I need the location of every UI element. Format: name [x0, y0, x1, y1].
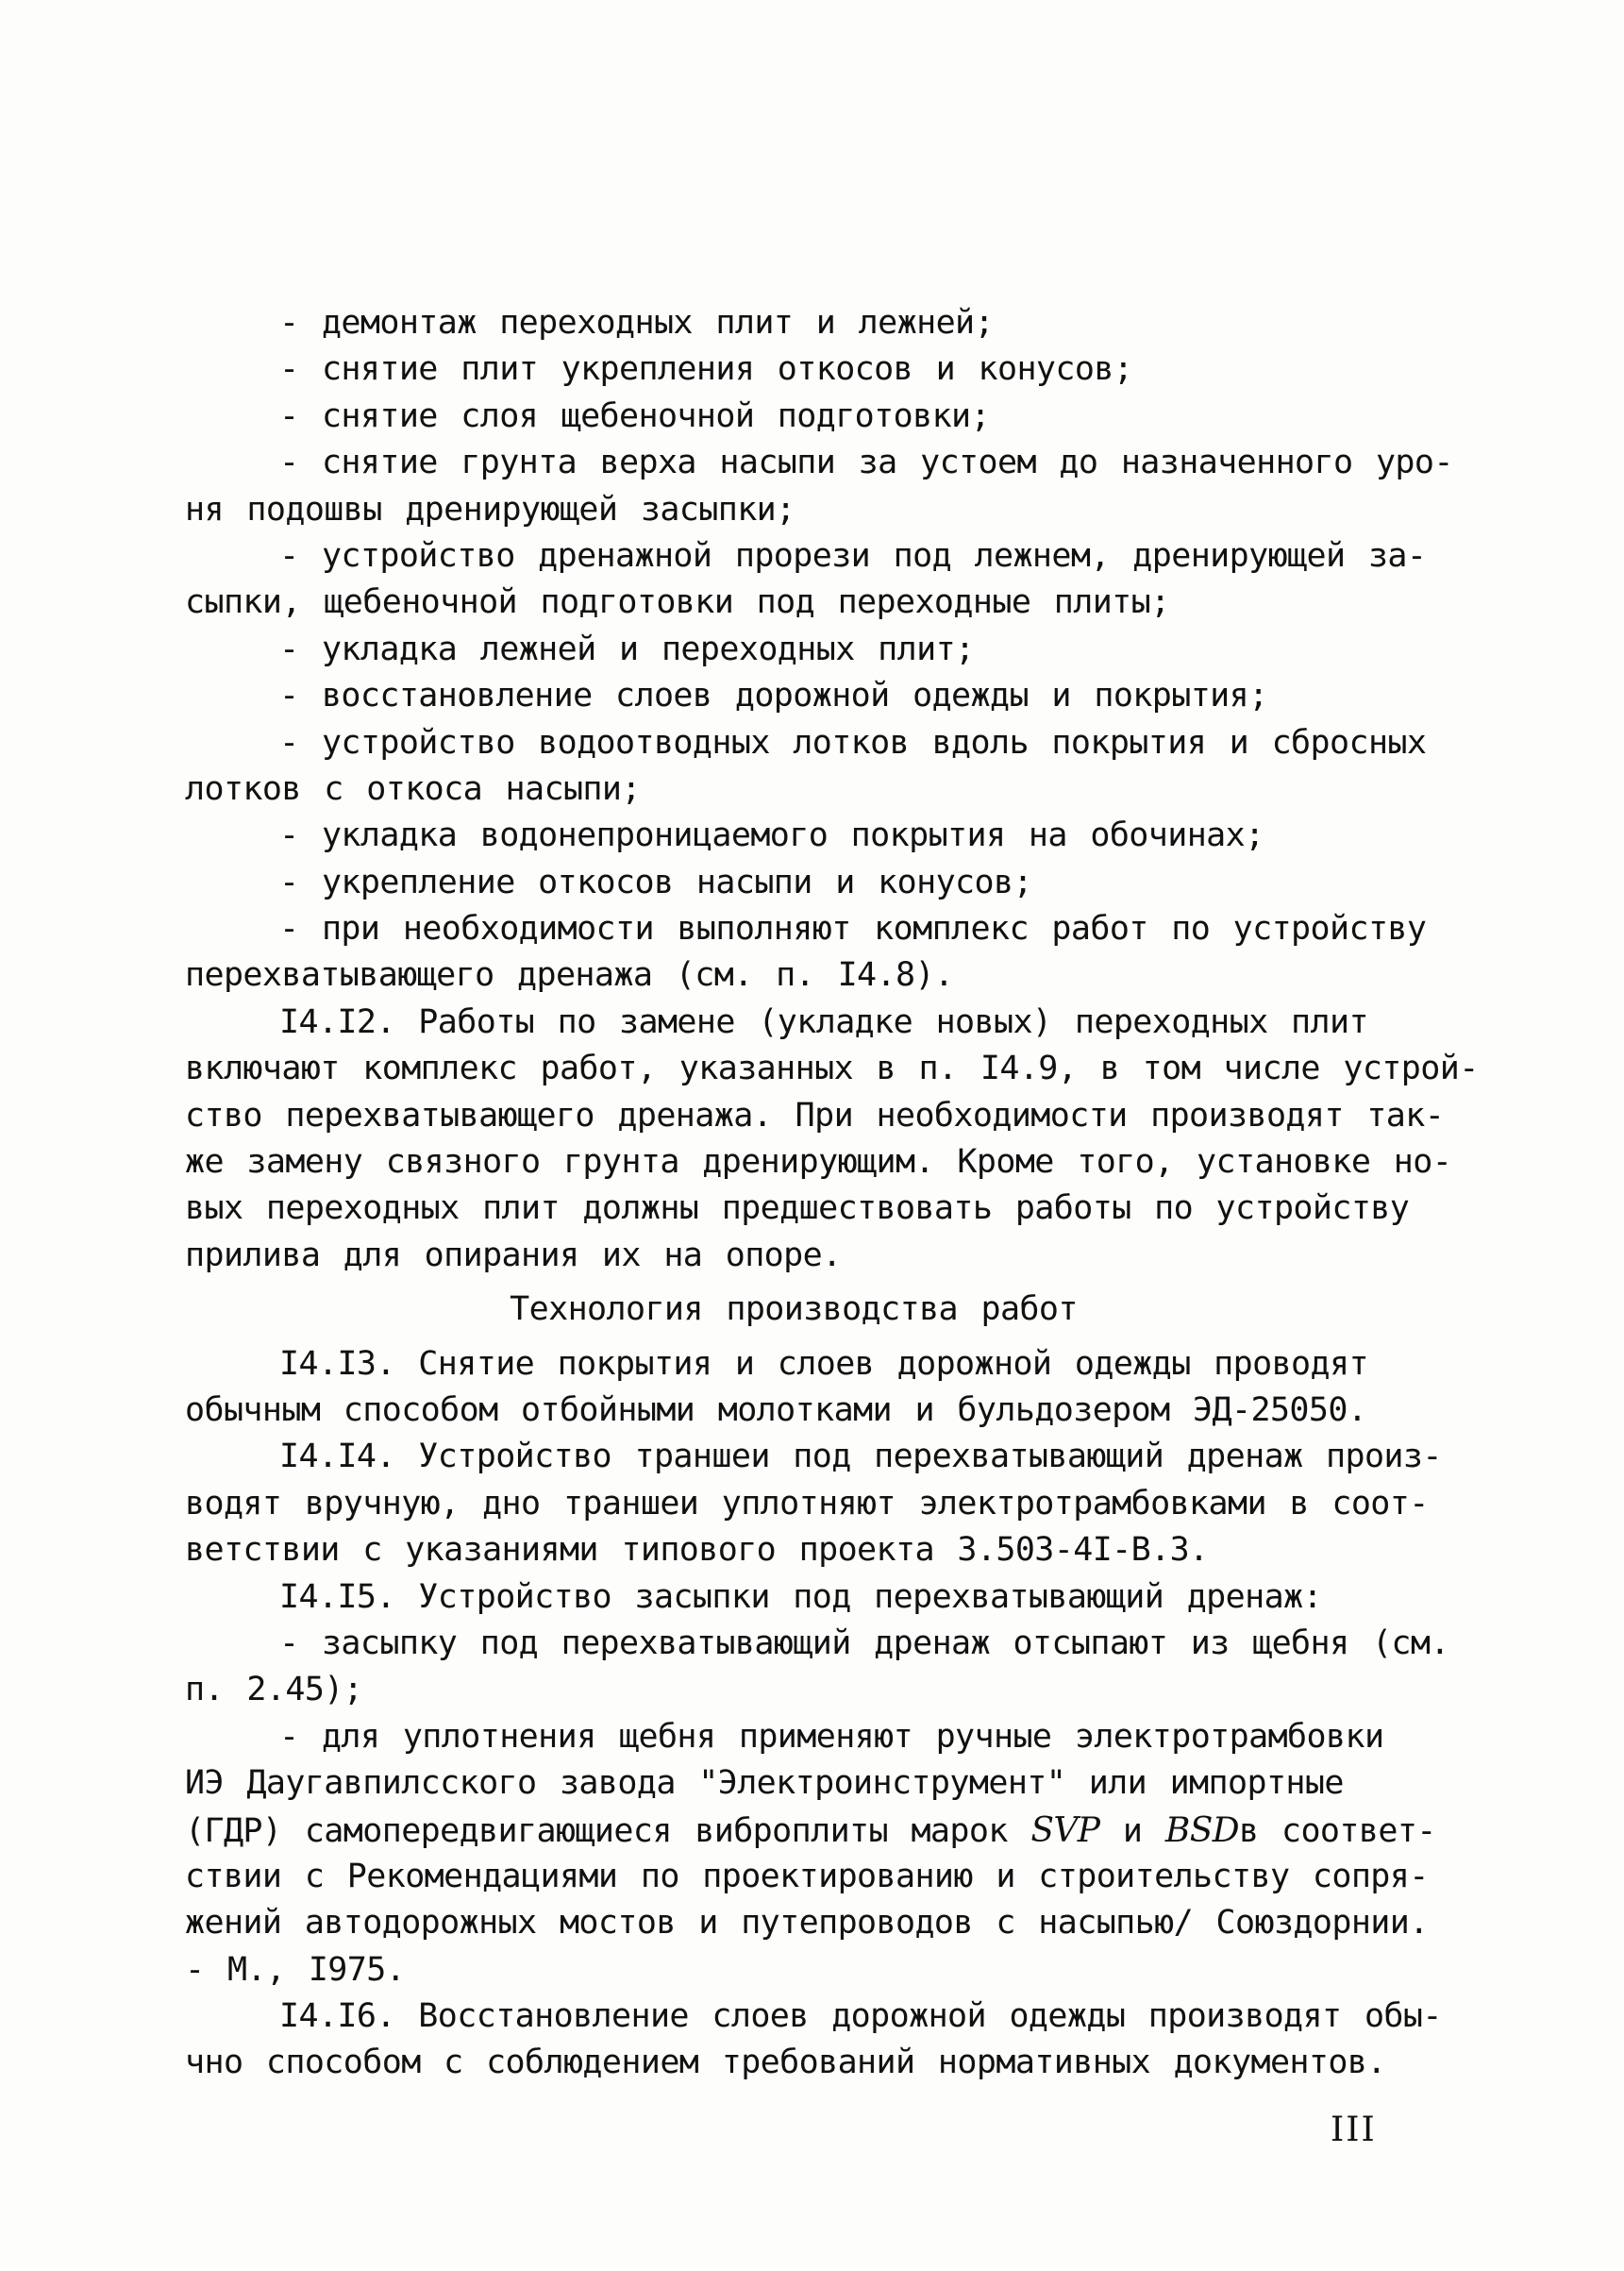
paragraph-start: I4.I4. Устройство траншеи под перехватывающий дренаж произ- [279, 1438, 1442, 1476]
paragraph-start: I4.I6. Восстановление слоев дорожной одежды производят обы- [279, 1997, 1442, 2036]
text-line: ство перехватывающего дренажа. При необходимости производят так- [185, 1096, 1445, 1135]
text-line: ствии с Рекомендациями по проектированию и строительству сопря- [185, 1857, 1429, 1895]
text-line: - демонтаж переходных плит и лежней; [279, 304, 994, 342]
text-line: - при необходимости выполняют комплекс работ по устройству [279, 910, 1427, 949]
text-line: - укрепление откосов насыпи и конусов; [279, 863, 1032, 901]
text-line: - восстановление слоев дорожной одежды и покрытия; [279, 677, 1268, 715]
text-line: - устройство водоотводных лотков вдоль покрытия и сбросных [279, 723, 1427, 762]
text-line: водят вручную, дно траншеи уплотняют электротрамбовками в соот- [185, 1484, 1429, 1522]
text-line: прилива для опирания их на опоре. [185, 1236, 842, 1274]
text-segment: (ГДР) самопередвигающиеся виброплиты марок [185, 1811, 1008, 1850]
text-line: - устройство дренажной прорези под лежнем, дренирующей за- [279, 536, 1427, 575]
paragraph-start: I4.I2. Работы по замене (укладке новых) переходных плит [279, 1002, 1368, 1041]
text-line: жений автодорожных мостов и путепроводов с насыпью/ Союздорнии. [185, 1904, 1429, 1943]
section-heading: Технология производства работ [510, 1290, 1078, 1329]
text-line: лотков с откоса насыпи; [185, 769, 641, 808]
text-line: - снятие слоя щебеночной подготовки; [279, 396, 990, 435]
text-line: ня подошвы дренирующей засыпки; [185, 490, 795, 529]
text-line: - снятие плит укрепления откосов и конусов; [279, 350, 1133, 389]
text-line-with-brands [185, 1808, 1436, 1854]
text-line: ветствии с указаниями типового проекта 3.503-4I-В.3. [185, 1531, 1209, 1570]
text-line: же замену связного грунта дренирующим. Кроме того, установке но- [185, 1143, 1452, 1182]
text-segment: в соответ- [1239, 1811, 1436, 1850]
brand-name-bsd: BSD [1164, 1810, 1240, 1850]
text-line: вых переходных плит должны предшествовать работы по устройству [185, 1189, 1410, 1228]
text-line: - укладка лежней и переходных плит; [279, 630, 975, 668]
text-line: включают комплекс работ, указанных в п. I4.9, в том числе устрой- [185, 1050, 1479, 1088]
text-line: - укладка водонепроницаемого покрытия на обочинах; [279, 816, 1264, 855]
paragraph-start: I4.I3. Снятие покрытия и слоев дорожной одежды проводят [279, 1344, 1368, 1383]
brand-name-svp: SVP [1030, 1810, 1100, 1850]
text-line: - М., I975. [185, 1950, 406, 1989]
text-line: обычным способом отбойными молотками и бульдозером ЭД-25050. [185, 1390, 1367, 1429]
text-line: - для уплотнения щебня применяют ручные электротрамбовки [279, 1717, 1384, 1756]
document-body [185, 300, 1479, 2087]
text-line: перехватывающего дренажа (см. п. I4.8). [185, 956, 954, 995]
text-line: ИЭ Даугавпилсского завода "Электроинструмент" или импортные [185, 1764, 1344, 1803]
text-line: - засыпку под перехватывающий дренаж отсыпают из щебня (см. [279, 1623, 1449, 1662]
text-line: - снятие грунта верха насыпи за устоем до назначенного уро- [279, 444, 1453, 482]
text-line: сыпки, щебеночной подготовки под переходные плиты; [185, 583, 1170, 622]
text-line: чно способом с соблюдением требований нормативных документов. [185, 2044, 1386, 2082]
text-line: п. 2.45); [185, 1671, 363, 1709]
text-segment: и [1122, 1811, 1143, 1850]
page-number: III [1331, 2111, 1377, 2149]
paragraph-start: I4.I5. Устройство засыпки под перехватывающий дренаж: [279, 1577, 1323, 1616]
